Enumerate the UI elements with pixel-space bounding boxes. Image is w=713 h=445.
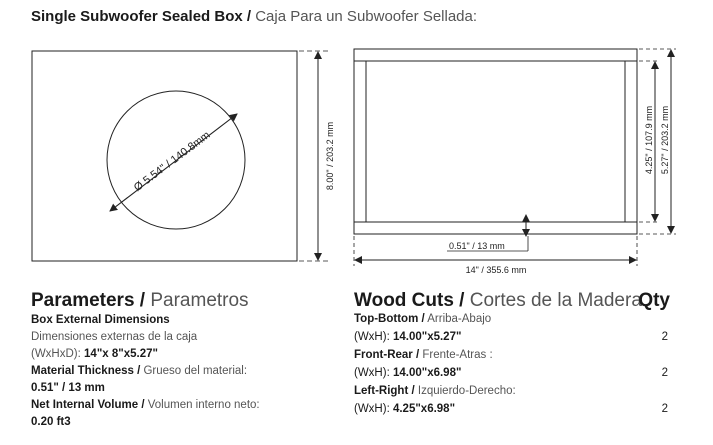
param-label-light: Grueso del material: [140,365,248,377]
wood-cuts-heading-bold: Wood Cuts / [354,290,465,311]
cut-dim: 14.00"x5.27" [389,331,462,343]
parameters-heading [31,290,331,312]
cut-qty: 2 [661,331,668,343]
param-external-dims-label-es [31,329,331,346]
parameters-section [31,290,331,431]
width-label: 14" / 355.6 mm [465,265,527,275]
param-external-dims-label [31,312,331,329]
parameters-heading-light: Parametros [145,290,249,311]
cut-dim: 4.25"x6.98" [389,403,456,415]
param-thickness-label [31,363,331,380]
cut-name-light: Arriba-Abajo [424,313,492,325]
param-volume-label [31,397,331,414]
cut-qty: 2 [661,367,668,379]
param-value: 0.20 ft3 [31,416,71,428]
cut-dim: 14.00"x6.98" [389,367,462,379]
cut-dim-prefix: (WxH): [354,367,390,379]
cut-left-right-name [354,384,674,399]
param-label-bold: Box External Dimensions [31,314,170,326]
cut-front-rear-dims [354,366,674,381]
front-height-label: 8.00" / 203.2 mm [325,121,335,191]
cut-name-bold: Front-Rear / [354,349,420,361]
cut-name-light: Frente-Atras : [419,349,493,361]
side-view-outer [354,49,637,234]
wood-cuts-heading [354,290,674,312]
param-value: 0.51" / 13 mm [31,382,105,394]
param-thickness-value [31,380,331,397]
cut-name-bold: Top-Bottom / [354,313,425,325]
side-outer-height-label: 5.27" / 203.2 mm [660,105,670,175]
title-bold: Single Subwoofer Sealed Box / [31,8,252,25]
param-external-dims-value [31,346,331,363]
title-light: Caja Para un Subwoofer Sellada: [251,8,478,25]
cut-top-bottom-name [354,312,674,327]
param-value: 14"x 8"x5.27" [80,348,158,360]
cut-dim-prefix: (WxH): [354,331,390,343]
wood-cuts-section [354,290,674,417]
param-label-light: Volumen interno neto: [144,399,260,411]
wood-cuts-heading-light: Cortes de la Madera [464,290,642,311]
param-volume-value [31,414,331,431]
cut-qty: 2 [661,403,668,415]
thickness-label: 0.51" / 13 mm [449,241,505,251]
front-view-panel [32,51,297,261]
diameter-label: Ø 5.54" / 140.8mm [131,129,213,195]
qty-header: Qty [638,290,670,311]
param-value-prefix: (WxHxD): [31,348,81,360]
cut-front-rear-name [354,348,674,363]
parameters-heading-bold: Parameters / [31,290,146,311]
cut-left-right-dims [354,402,674,417]
cut-top-bottom-dims [354,330,674,345]
param-label-bold: Net Internal Volume / [31,399,145,411]
param-label-light: Dimensiones externas de la caja [31,331,198,343]
cut-name-bold: Left-Right / [354,385,415,397]
cut-name-light: Izquierdo-Derecho: [414,385,516,397]
param-label-bold: Material Thickness / [31,365,141,377]
cut-dim-prefix: (WxH): [354,403,390,415]
side-inner-height-label: 4.25" / 107.9 mm [644,105,654,175]
